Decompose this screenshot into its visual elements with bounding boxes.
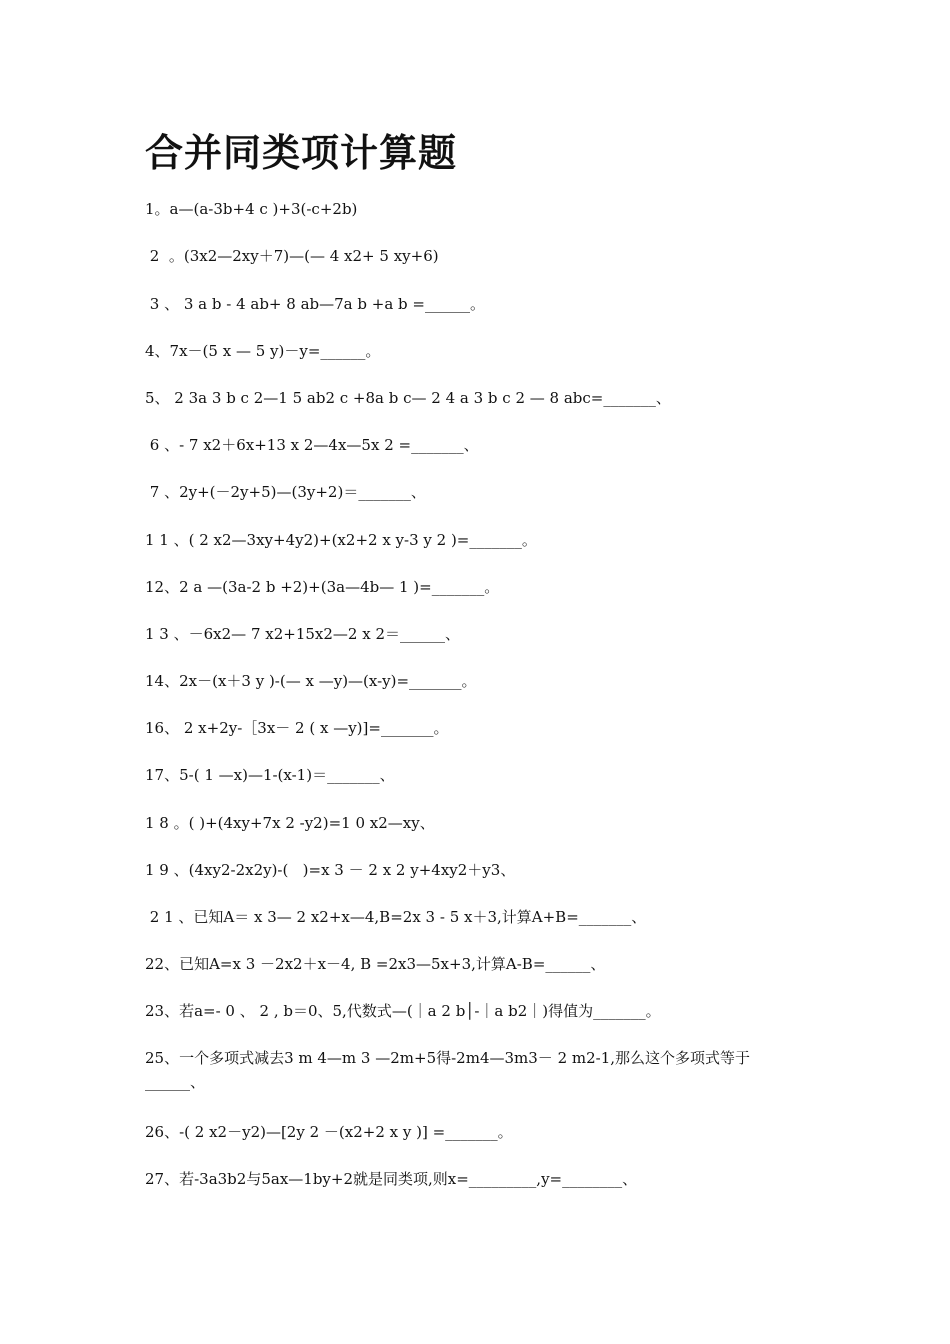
page-title: 合并同类项计算题 [145, 130, 458, 175]
problem-23: 23、若a=- 0 、 2 , b＝0、5,代数式—(｜a 2 b│-｜a b2｜)得值为_______。 [145, 1002, 661, 1020]
problem-26: 26、-( 2 x2－y2)—[2y 2 －(x2+2 x y )] =_______。 [145, 1123, 513, 1141]
problem-13: 1 3 、－6x2— 7 x2+15x2—2 x 2＝______、 [145, 625, 460, 643]
problem-11: 1 1 、( 2 x2—3xy+4y2)+(x2+2 x y-3 y 2 )=_______。 [145, 531, 537, 549]
problem-5: 5、 2 3a 3 b c 2—1 5 ab2 c +8a b c— 2 4 a 3 b c 2 — 8 abc=_______、 [145, 389, 671, 407]
problem-2: 2 。(3x2—2xy＋7)—(— 4 x2+ 5 xy+6) [145, 247, 439, 265]
problem-16: 16、 2 x+2y-［3x－ 2 ( x —y)]=_______。 [145, 719, 449, 737]
problem-25: 25、一个多项式减去3 m 4—m 3 —2m+5得-2m4—3m3－ 2 m2-1,那么这个多项式等于______、 [145, 1049, 751, 1091]
problem-14: 14、2x－(x＋3 y )-(— x —y)—(x-y)=_______。 [145, 672, 477, 690]
problem-7: 7 、2y+(－2y+5)—(3y+2)＝_______、 [145, 483, 426, 501]
problem-12: 12、2 a —(3a-2 b +2)+(3a—4b— 1 )=_______。 [145, 578, 500, 596]
problem-1: 1。a—(a-3b+4 c )+3(-c+2b) [145, 200, 358, 218]
problem-22: 22、已知A=x 3 －2x2＋x－4, B =2x3—5x+3,计算A-B=______、 [145, 955, 606, 973]
problem-19: 1 9 、(4xy2-2x2y)-( )=x 3 － 2 x 2 y+4xy2＋y3、 [145, 861, 516, 879]
problem-3: 3 、 3 a b - 4 ab+ 8 ab—7a b +a b =______。 [145, 295, 485, 313]
problem-4: 4、7x－(5 x — 5 y)－y=______。 [145, 342, 381, 360]
problem-27: 27、若-3a3b2与5ax—1by+2就是同类项,则x=_________,y=________、 [145, 1170, 638, 1188]
problem-6: 6 、- 7 x2＋6x+13 x 2—4x—5x 2 =_______、 [145, 436, 479, 454]
problem-18: 1 8 。( )+(4xy+7x 2 -y2)=1 0 x2—xy、 [145, 814, 435, 832]
problem-21: 2 1 、已知A＝ x 3— 2 x2+x—4,B=2x 3 - 5 x＋3,计算A+B=_______、 [145, 908, 647, 926]
problem-17: 17、5-( 1 —x)—1-(x-1)＝_______、 [145, 766, 395, 784]
